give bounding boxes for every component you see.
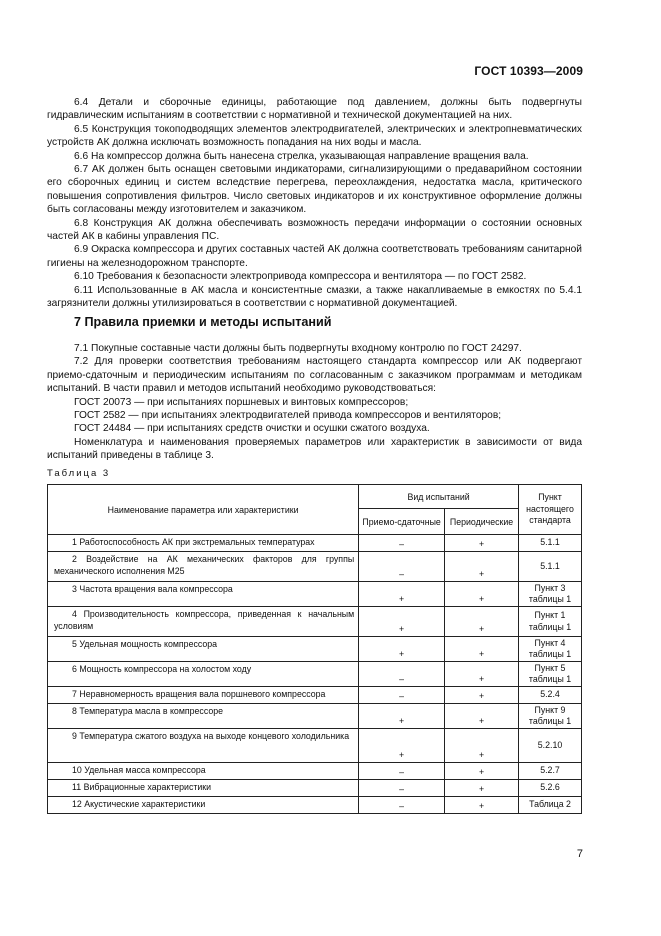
param-name: 9 Температура сжатого воздуха на выходе концевого холодильника bbox=[48, 729, 359, 763]
table-row bbox=[48, 637, 582, 662]
param-name: 8 Температура масла в компрессоре bbox=[48, 704, 359, 729]
periodic-mark: + bbox=[445, 607, 519, 637]
paragraph: ГОСТ 24484 — при испытаниях средств очистки и осушки сжатого воздуха. bbox=[74, 423, 430, 435]
header-periodic: Периодические bbox=[445, 509, 519, 535]
acceptance-mark: – bbox=[359, 687, 445, 704]
paragraph: ГОСТ 2582 — при испытаниях электродвигателей привода компрессоров и вентиляторов; bbox=[74, 410, 502, 422]
param-name: 2 Воздействие на АК механических факторов для группы механического исполнения М25 bbox=[48, 552, 359, 582]
table-row bbox=[48, 662, 582, 687]
clause-ref: 5.2.4 bbox=[519, 687, 582, 704]
clause-ref: Пункт 1 таблицы 1 bbox=[519, 607, 582, 637]
header-ref: Пункт настоящего стандарта bbox=[519, 485, 582, 535]
clause-ref: 5.1.1 bbox=[519, 535, 582, 552]
clause-ref: 5.2.7 bbox=[519, 763, 582, 780]
periodic-mark: + bbox=[445, 582, 519, 607]
paragraph: 6.9 Окраска компрессора и других составных частей АК должна соответствовать требованиям санитарной гигиены на железнодорожном транспорте. bbox=[47, 244, 582, 269]
paragraph: 6.10 Требования к безопасности электропривода компрессора и вентилятора — по ГОСТ 2582. bbox=[74, 271, 527, 283]
clause-ref: Пункт 5 таблицы 1 bbox=[519, 662, 582, 687]
paragraph: 6.6 На компрессор должна быть нанесена стрелка, указывающая направление вращения вала. bbox=[74, 150, 529, 162]
param-name: 7 Неравномерность вращения вала поршневого компрессора bbox=[48, 687, 359, 704]
paragraph: 7.1 Покупные составные части должны быть подвергнуты входному контролю по ГОСТ 24297. bbox=[74, 343, 522, 354]
periodic-mark: + bbox=[445, 662, 519, 687]
paragraph: 7.2 Для проверки соответствия требованиям настоящего стандарта компрессор или АК подвергают приемо-сдаточным и периодическим испытаниям по согласованным с заказчиком программам и методикам испытаний. В части правил и методов испытаний необходимо руководствоваться: bbox=[47, 356, 582, 395]
paragraph: ГОСТ 20073 — при испытаниях поршневых и винтовых компрессоров; bbox=[74, 396, 409, 408]
periodic-mark: + bbox=[445, 535, 519, 552]
header-test-type: Вид испытаний bbox=[359, 485, 519, 509]
table-row bbox=[48, 780, 582, 797]
table-row bbox=[48, 704, 582, 729]
periodic-mark: + bbox=[445, 729, 519, 763]
acceptance-mark: + bbox=[359, 582, 445, 607]
table-row bbox=[48, 729, 582, 763]
param-name: 12 Акустические характеристики bbox=[48, 797, 359, 814]
body-text-top bbox=[47, 96, 582, 311]
requirements-table bbox=[47, 484, 582, 814]
param-name: 4 Производительность компрессора, приведенная к начальным условиям bbox=[48, 607, 359, 637]
clause-ref: Пункт 4 таблицы 1 bbox=[519, 637, 582, 662]
acceptance-mark: – bbox=[359, 535, 445, 552]
header-acceptance: Приемо-сдаточные bbox=[359, 509, 445, 535]
param-name: 10 Удельная масса компрессора bbox=[48, 763, 359, 780]
acceptance-mark: + bbox=[359, 607, 445, 637]
table-row bbox=[48, 535, 582, 552]
clause-ref: 5.1.1 bbox=[519, 552, 582, 582]
paragraph: 6.11 Использованные в АК масла и консистентные смазки, а также накапливаемые в емкостях по 5.4.1 загрязнители должны утилизироваться в соответствии с нормативной документацией. bbox=[47, 284, 582, 310]
param-name: 3 Частота вращения вала компрессора bbox=[48, 582, 359, 607]
periodic-mark: + bbox=[445, 637, 519, 662]
table-row bbox=[48, 797, 582, 814]
acceptance-mark: – bbox=[359, 780, 445, 797]
table-row bbox=[48, 552, 582, 582]
acceptance-mark: – bbox=[359, 662, 445, 687]
param-name: 5 Удельная мощность компрессора bbox=[48, 637, 359, 662]
acceptance-mark: + bbox=[359, 704, 445, 729]
clause-ref: Таблица 2 bbox=[519, 797, 582, 814]
periodic-mark: + bbox=[445, 780, 519, 797]
section-title: 7 Правила приемки и методы испытаний bbox=[74, 315, 332, 329]
acceptance-mark: + bbox=[359, 729, 445, 763]
document-code: ГОСТ 10393—2009 bbox=[474, 64, 583, 78]
param-name: 11 Вибрационные характеристики bbox=[48, 780, 359, 797]
header-name: Наименование параметра или характеристики bbox=[48, 485, 359, 535]
acceptance-mark: + bbox=[359, 637, 445, 662]
paragraph: 6.7 АК должен быть оснащен световыми индикаторами, сигнализирующими о предаварийном состоянии его сборочных единиц и систем вследствие перегрева, переохлаждения, недостатка масла, критического повышения сопротивления фильтров. Число световых индикаторов и их конструктивное оформление должны быть согласованы между изготовителем и заказчиком. bbox=[47, 164, 582, 216]
clause-ref: 5.2.10 bbox=[519, 729, 582, 763]
periodic-mark: + bbox=[445, 797, 519, 814]
paragraph: Номенклатура и наименования проверяемых параметров или характеристик в зависимости от вида испытаний приведены в таблице 3. bbox=[47, 436, 582, 462]
table-row bbox=[48, 582, 582, 607]
paragraph: 6.5 Конструкция токоподводящих элементов электродвигателей, электрических и электропневматических устройств АК должна исключать возможность попадания на них воды и масла. bbox=[47, 123, 582, 149]
paragraph: 6.4 Детали и сборочные единицы, работающие под давлением, должны быть подвергнуты гидравлическим испытаниям в соответствии с нормативной и технической документацией на них. bbox=[47, 97, 582, 122]
table-row bbox=[48, 687, 582, 704]
param-name: 6 Мощность компрессора на холостом ходу bbox=[48, 662, 359, 687]
table-row bbox=[48, 607, 582, 637]
periodic-mark: + bbox=[445, 687, 519, 704]
table-caption: Таблица 3 bbox=[47, 468, 111, 479]
clause-ref: Пункт 9 таблицы 1 bbox=[519, 704, 582, 729]
body-text-section bbox=[47, 342, 582, 463]
acceptance-mark: – bbox=[359, 552, 445, 582]
page-number: 7 bbox=[576, 848, 583, 860]
param-name: 1 Работоспособность АК при экстремальных температурах bbox=[48, 535, 359, 552]
clause-ref: 5.2.6 bbox=[519, 780, 582, 797]
table-row bbox=[48, 763, 582, 780]
periodic-mark: + bbox=[445, 704, 519, 729]
clause-ref: Пункт 3 таблицы 1 bbox=[519, 582, 582, 607]
periodic-mark: + bbox=[445, 763, 519, 780]
periodic-mark: + bbox=[445, 552, 519, 582]
acceptance-mark: – bbox=[359, 763, 445, 780]
acceptance-mark: – bbox=[359, 797, 445, 814]
paragraph: 6.8 Конструкция АК должна обеспечивать возможность передачи информации о состоянии основных частей АК в кабины управления ПС. bbox=[47, 217, 582, 243]
